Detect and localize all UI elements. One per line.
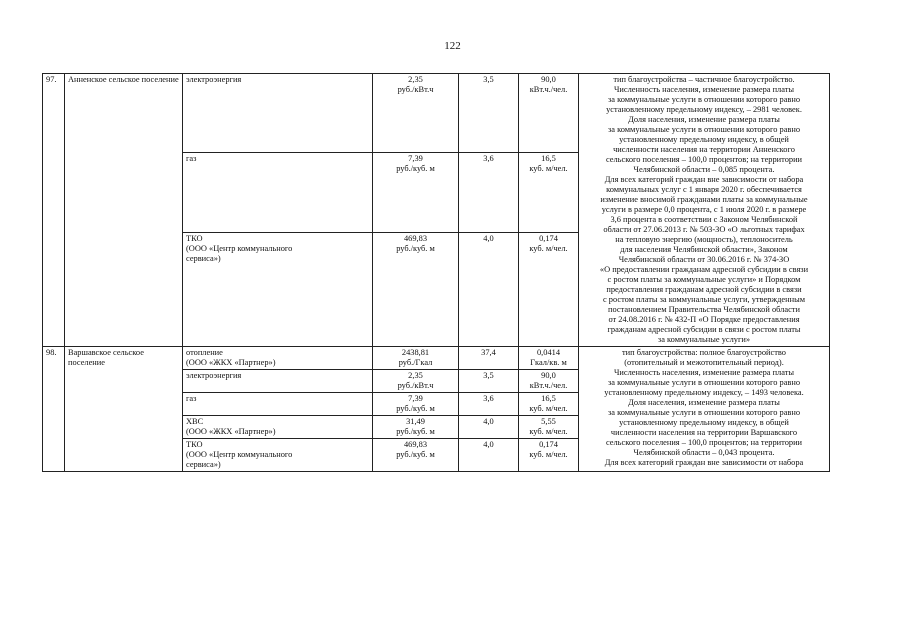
cell-line: сельского поселения – 100,0 процентов; на территории xyxy=(605,438,803,447)
cell-line: области от 27.06.2013 г. № 503-ЗО «О льготных тарифах xyxy=(603,225,805,234)
tariff-table xyxy=(42,73,830,472)
growth-percent: 3,5 xyxy=(459,370,519,393)
service-name xyxy=(183,153,373,232)
cell-line: тип благоустройства – частичное благоустройство. xyxy=(613,75,795,84)
cell-line: кВт.ч./чел. xyxy=(529,381,568,390)
cell-line: численности населения на территории Варшавского xyxy=(610,428,798,437)
growth-percent: 4,0 xyxy=(459,416,519,439)
cell-line: 90,0 xyxy=(541,75,556,84)
cell-line: руб./куб. м xyxy=(396,427,435,436)
cell-line: ТКО xyxy=(186,233,203,243)
service-name xyxy=(183,393,373,416)
tariff-value xyxy=(373,347,459,370)
cell-line: за коммунальные услуги в отношении которого равно xyxy=(607,125,801,134)
cell-line: 16,5 xyxy=(541,394,556,403)
service-name xyxy=(183,416,373,439)
cell-line: электроэнергия xyxy=(186,371,242,380)
cell-line: с ростом платы за коммунальные услуги, утвержденным xyxy=(602,295,806,304)
tariff-value xyxy=(373,232,459,346)
cell-line: Численность населения, изменение размера платы xyxy=(613,368,795,377)
cell-line: предоставления гражданам адресной субсидии в связи xyxy=(606,285,802,294)
cell-line: руб./куб. м xyxy=(396,164,435,174)
row-number: 97. xyxy=(43,74,65,347)
page-number: 122 xyxy=(444,40,461,52)
service-name xyxy=(183,370,373,393)
cell-line: коммунальных услуг с 1 января 2020 г. обеспечивается xyxy=(606,185,802,194)
cell-line: 2,35 xyxy=(408,75,423,84)
cell-line: сельского поселения – 100,0 процентов; на территории xyxy=(605,155,803,164)
tariff-value xyxy=(373,153,459,232)
cell-line: тип благоустройства: полное благоустройство xyxy=(622,348,786,357)
cell-line: (ООО «ЖКХ «Партнер») xyxy=(186,358,276,367)
cell-line: за коммунальные услуги в отношении которого равно xyxy=(607,408,801,417)
cell-line: постановлением Правительства Челябинской области xyxy=(608,305,800,314)
cell-line: Доля населения, изменение размера платы xyxy=(628,115,780,124)
tariff-value xyxy=(373,370,459,393)
cell-line: 31,49 xyxy=(406,417,425,426)
cell-line: руб./куб. м xyxy=(396,243,435,253)
cell-line: изменение вносимой гражданами платы за коммунальные xyxy=(600,195,808,204)
cell-line: куб. м/чел. xyxy=(529,404,568,413)
cell-line: (ООО «Центр коммунального xyxy=(186,450,293,459)
cell-line: 90,0 xyxy=(541,371,556,380)
service-name xyxy=(183,347,373,370)
cell-line: «О предоставлении гражданам адресной субсидии в связи xyxy=(599,265,809,274)
cell-line: 0,174 xyxy=(539,440,558,449)
cell-line: ХВС xyxy=(186,417,204,426)
cell-line: 469,83 xyxy=(403,233,428,243)
cell-line: куб. м/чел. xyxy=(529,450,568,459)
cell-line: за коммунальные услуги в отношении которого равно xyxy=(607,378,801,387)
consumption-norm xyxy=(519,153,579,232)
description-text xyxy=(579,74,830,347)
cell-line: услуги в размере 0,0 процента, с 1 июля 2020 г. в размере xyxy=(601,205,807,214)
cell-line: Челябинской области от 30.06.2016 г. № 374-ЗО xyxy=(618,255,790,264)
cell-line: газ xyxy=(186,394,197,403)
cell-line: за коммунальные услуги» xyxy=(657,335,751,344)
cell-line: куб. м/чел. xyxy=(529,164,568,174)
cell-line: Доля населения, изменение размера платы xyxy=(628,398,780,407)
cell-line: 469,83 xyxy=(403,440,428,449)
cell-line: руб./кВт.ч xyxy=(397,381,434,390)
table-row xyxy=(43,74,830,153)
service-name xyxy=(183,232,373,346)
cell-line: электроэнергия xyxy=(186,75,242,84)
cell-line: Численность населения, изменение размера платы xyxy=(613,85,795,94)
cell-line: численности населения на территории Анненского xyxy=(613,145,795,154)
cell-line: (ООО «ЖКХ «Партнер») xyxy=(186,427,276,436)
cell-line: 2,35 xyxy=(408,371,423,380)
growth-percent: 3,6 xyxy=(459,153,519,232)
cell-line: Челябинской области – 0,043 процента. xyxy=(633,448,775,457)
cell-line: куб. м/чел. xyxy=(529,243,568,253)
cell-line: куб. м/чел. xyxy=(529,427,568,436)
cell-line: 3,6 процента в соответствии с Законом Челябинской xyxy=(610,215,798,224)
cell-line: руб./кВт.ч xyxy=(397,85,434,94)
cell-line: 2438,81 xyxy=(401,348,430,357)
cell-line: (ООО «Центр коммунального xyxy=(186,243,293,253)
growth-percent: 4,0 xyxy=(459,232,519,346)
cell-line: Гкал/кв. м xyxy=(530,358,567,367)
cell-line: 7,39 xyxy=(408,394,423,403)
cell-line: Челябинской области – 0,085 процента. xyxy=(633,165,775,174)
cell-line: руб./Гкал xyxy=(398,358,433,367)
cell-line: 16,5 xyxy=(541,154,556,164)
row-number: 98. xyxy=(43,347,65,472)
growth-percent: 4,0 xyxy=(459,439,519,472)
table-row xyxy=(43,347,830,370)
cell-line: от 24.08.2016 г. № 432-П «О Порядке предоставления xyxy=(608,315,800,324)
growth-percent: 3,6 xyxy=(459,393,519,416)
cell-line: на тепловую энергию (мощность), теплоноситель xyxy=(615,235,793,244)
cell-line: 5,55 xyxy=(541,417,556,426)
settlement-name: Варшавское сельское поселение xyxy=(65,347,183,472)
consumption-norm xyxy=(519,74,579,153)
tariff-value xyxy=(373,393,459,416)
cell-line: ТКО xyxy=(186,440,203,449)
service-name xyxy=(183,439,373,472)
consumption-norm xyxy=(519,393,579,416)
cell-line: Для всех категорий граждан вне зависимости от набора xyxy=(604,175,804,184)
cell-line: с ростом платы за коммунальные услуги» и Порядком xyxy=(607,275,801,284)
cell-line: Для всех категорий граждан вне зависимости от набора xyxy=(604,458,804,467)
cell-line: установленному предельному индексу, – 1493 человека. xyxy=(604,388,804,397)
description-text xyxy=(579,347,830,472)
cell-line: сервиса») xyxy=(186,460,221,469)
cell-line: руб./куб. м xyxy=(396,450,435,459)
cell-line: кВт.ч./чел. xyxy=(529,85,568,94)
cell-line: 0,174 xyxy=(539,233,558,243)
cell-line: отопление xyxy=(186,348,223,357)
cell-line: для населения Челябинской области», Законом xyxy=(620,245,788,254)
cell-line: 7,39 xyxy=(408,154,423,164)
consumption-norm xyxy=(519,232,579,346)
cell-line: за коммунальные услуги в отношении которого равно xyxy=(607,95,801,104)
cell-line: 0,0414 xyxy=(536,348,561,357)
cell-line: гражданам адресной субсидии в связи с ростом платы xyxy=(607,325,801,334)
growth-percent: 37,4 xyxy=(459,347,519,370)
cell-line: руб./куб. м xyxy=(396,404,435,413)
cell-line: установленному предельному индексу, – 2981 человек. xyxy=(606,105,802,114)
consumption-norm xyxy=(519,347,579,370)
consumption-norm xyxy=(519,416,579,439)
tariff-value xyxy=(373,416,459,439)
consumption-norm xyxy=(519,439,579,472)
cell-line: установленному предельному индексу, в общей xyxy=(619,418,789,427)
service-name xyxy=(183,74,373,153)
growth-percent: 3,5 xyxy=(459,74,519,153)
settlement-name: Анненское сельское поселение xyxy=(65,74,183,347)
consumption-norm xyxy=(519,370,579,393)
cell-line: газ xyxy=(186,154,197,164)
tariff-value xyxy=(373,74,459,153)
cell-line: сервиса») xyxy=(186,253,221,263)
cell-line: установленному предельному индексу, в общей xyxy=(619,135,789,144)
cell-line: (отопительный и межотопительный период). xyxy=(624,358,784,367)
tariff-value xyxy=(373,439,459,472)
